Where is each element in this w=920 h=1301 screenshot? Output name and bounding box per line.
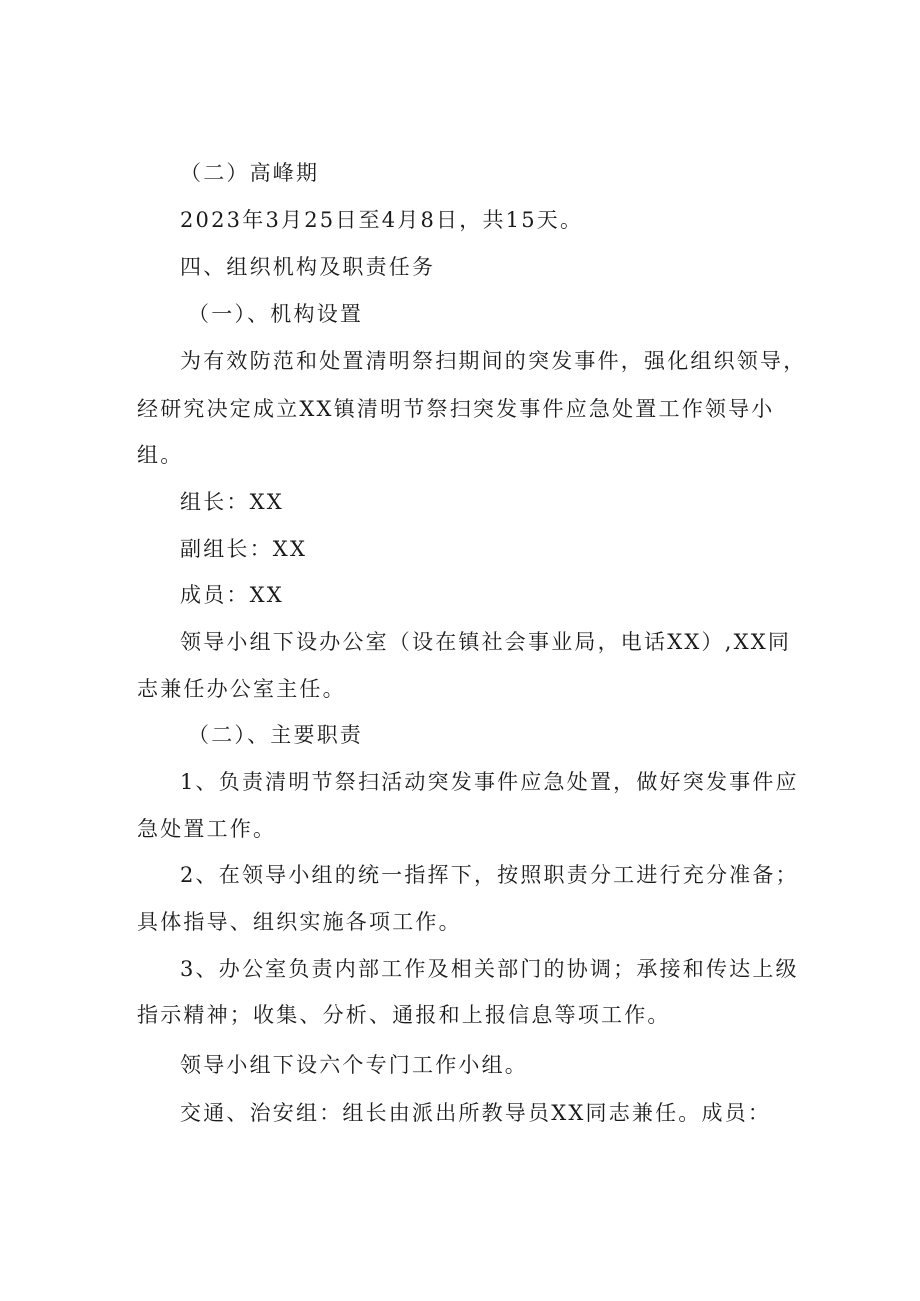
deputy-leader-line: 副组长：XX xyxy=(180,537,308,561)
subheading-main-duties: （二）、主要职责 xyxy=(188,723,364,747)
subheading-institution-setup: （一）、机构设置 xyxy=(188,302,364,326)
duty-item-2: 2、在领导小组的统一指挥下，按照职责分工进行充分准备； xyxy=(180,863,799,887)
duty-item-3: 3、办公室负责内部工作及相关部门的协调；承接和传达上级 xyxy=(180,957,799,981)
paragraph-line: 志兼任办公室主任。 xyxy=(137,677,346,701)
paragraph-line: 经研究决定成立XX镇清明节祭扫突发事件应急处置工作领导小 xyxy=(137,397,775,421)
paragraph-line: 交通、治安组：组长由派出所教导员XX同志兼任。成员： xyxy=(180,1101,772,1125)
paragraph-line: 领导小组下设办公室（设在镇社会事业局，电话XX）,XX同 xyxy=(180,630,792,654)
peak-period-dates: 2023年3月25日至4月8日，共15天。 xyxy=(180,208,584,232)
members-line: 成员：XX xyxy=(180,583,284,607)
subheading-peak-period: （二）高峰期 xyxy=(180,161,320,185)
duty-item-1: 1、负责清明节祭扫活动突发事件应急处置，做好突发事件应 xyxy=(180,770,799,794)
paragraph-line: 为有效防范和处置清明祭扫期间的突发事件，强化组织领导， xyxy=(180,349,807,373)
section-heading-organization: 四、组织机构及职责任务 xyxy=(180,255,436,279)
paragraph-line: 领导小组下设六个专门工作小组。 xyxy=(180,1053,528,1077)
paragraph-line: 指示精神；收集、分析、通报和上报信息等项工作。 xyxy=(137,1003,671,1027)
paragraph-line: 组。 xyxy=(137,443,184,467)
group-leader-line: 组长：XX xyxy=(180,490,284,514)
paragraph-line: 具体指导、组织实施各项工作。 xyxy=(137,910,462,934)
paragraph-line: 急处置工作。 xyxy=(137,817,277,841)
